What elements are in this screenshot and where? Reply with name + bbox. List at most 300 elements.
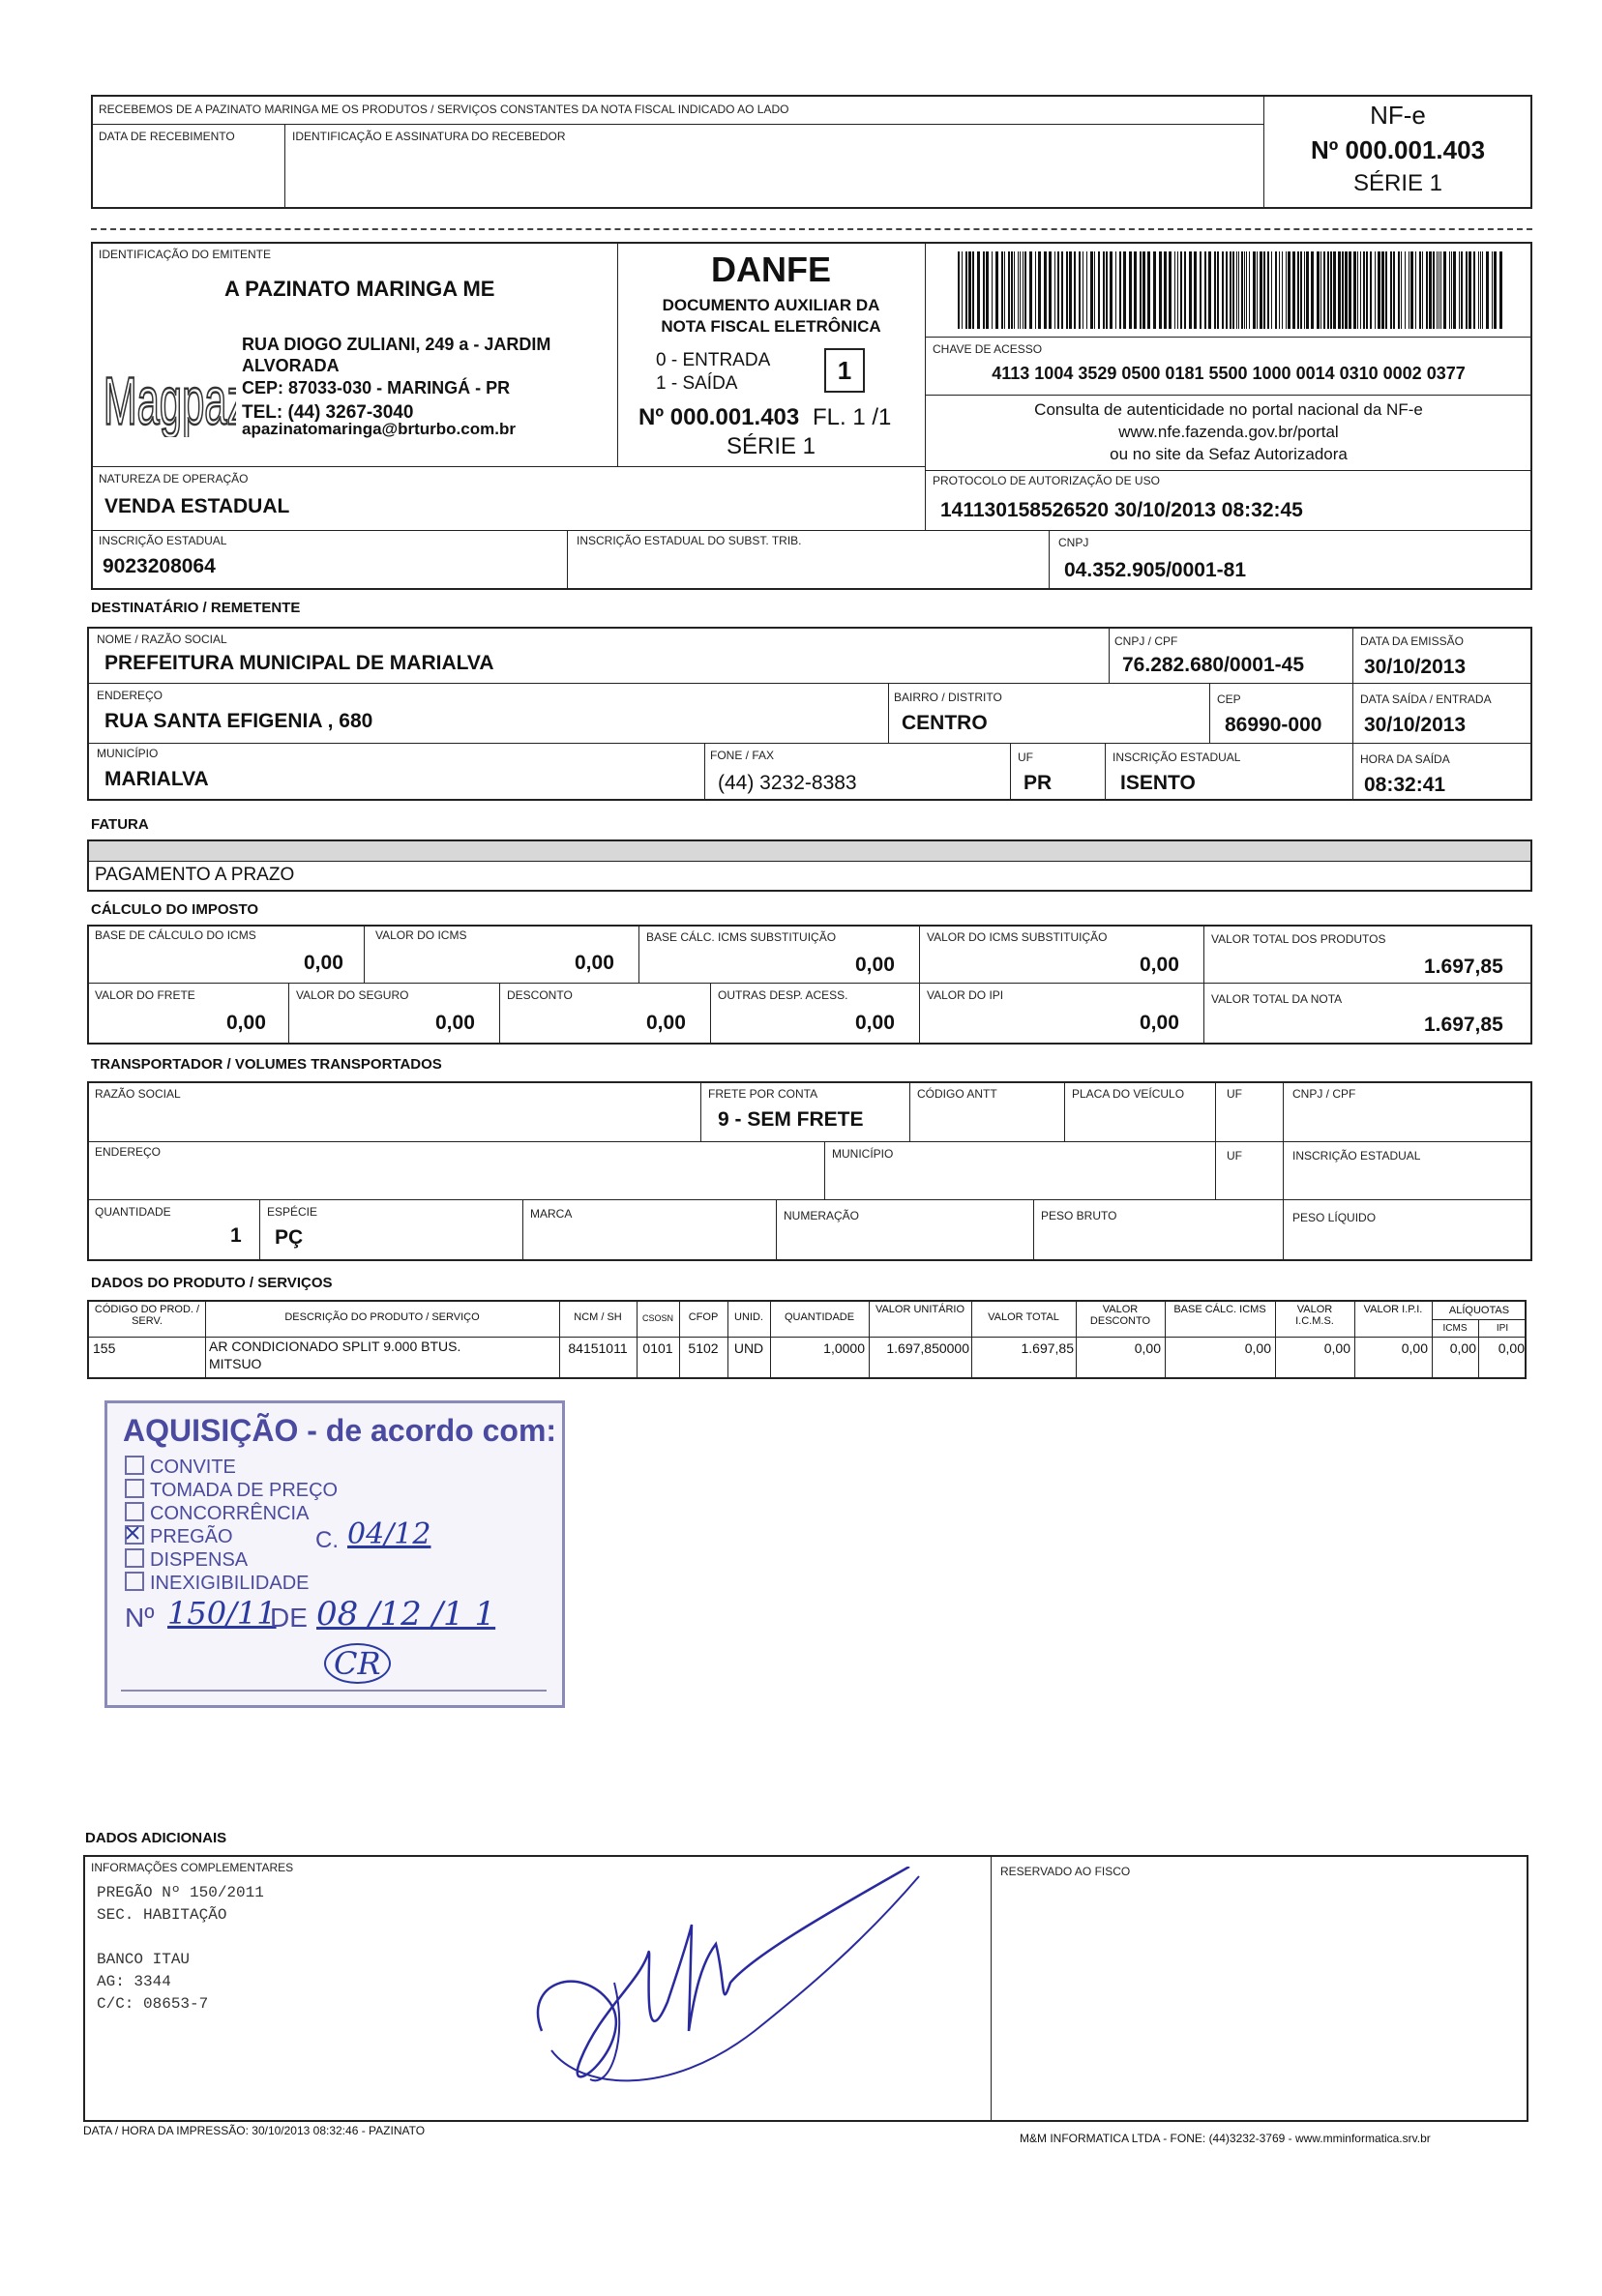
row-codigo: 155 — [93, 1340, 116, 1356]
dest-municipio: MARIALVA — [104, 768, 209, 790]
barcode-bar — [1208, 251, 1211, 329]
barcode-bar — [1486, 251, 1489, 329]
barcode-bar — [1066, 251, 1068, 329]
dest-ie-label: INSCRIÇÃO ESTADUAL — [1112, 751, 1241, 764]
barcode-bar — [1292, 251, 1295, 329]
canhoto-nfe-number: Nº 000.001.403 — [1310, 135, 1486, 164]
barcode-bar — [1286, 251, 1287, 329]
signature — [522, 1867, 948, 2128]
row-vunit: 1.697,850000 — [886, 1340, 969, 1356]
transp-qtd-label: QUANTIDADE — [95, 1205, 171, 1219]
protocolo-value: 141130158526520 30/10/2013 08:32:45 — [940, 499, 1303, 521]
row-vipi: 0,00 — [1401, 1340, 1428, 1356]
barcode-bar — [1260, 251, 1262, 329]
chave-consulta1: Consulta de autenticidade no portal nacional da NF-e — [1034, 400, 1423, 419]
barcode-bar — [1129, 251, 1132, 329]
seguro: 0,00 — [435, 1012, 475, 1034]
emitente-address2: ALVORADA — [242, 356, 340, 375]
barcode-bar — [1238, 251, 1239, 329]
barcode-bar — [1230, 251, 1231, 329]
barcode-bar — [1153, 251, 1156, 329]
barcode-bar — [1492, 251, 1493, 329]
barcode-bar — [1267, 251, 1269, 329]
barcode-bar — [1074, 251, 1076, 329]
ie-st-label: INSCRIÇÃO ESTADUAL DO SUBST. TRIB. — [577, 534, 802, 547]
base-icms-label: BASE DE CÁLCULO DO ICMS — [95, 928, 256, 942]
outras-label: OUTRAS DESP. ACESS. — [718, 988, 848, 1002]
footer-right: M&M INFORMATICA LTDA - FONE: (44)3232-3769 - www.mminformatica.srv.br — [1020, 2132, 1431, 2145]
natureza-value: VENDA ESTADUAL — [104, 495, 290, 517]
barcode-bar — [1311, 251, 1314, 329]
transp-uf-label: UF — [1227, 1087, 1242, 1101]
dest-bairro-label: BAIRRO / DISTRITO — [894, 691, 1002, 704]
stamp-option — [125, 1502, 338, 1525]
valor-icms-label: VALOR DO ICMS — [375, 928, 467, 942]
barcode-bar — [1119, 251, 1121, 329]
dest-fone: (44) 3232-8383 — [718, 772, 857, 794]
barcode-bar — [1385, 251, 1387, 329]
barcode-bar — [1011, 251, 1013, 329]
stamp-option — [125, 1572, 338, 1595]
transp-municipio-label: MUNICÍPIO — [832, 1147, 894, 1161]
th-descricao: DESCRIÇÃO DO PRODUTO / SERVIÇO — [284, 1311, 480, 1323]
total-prod-label: VALOR TOTAL DOS PRODUTOS — [1211, 932, 1386, 946]
checkbox-icon — [125, 1572, 144, 1591]
transp-frete: 9 - SEM FRETE — [718, 1108, 864, 1131]
stamp-c-label: C. — [315, 1527, 339, 1553]
base-icms: 0,00 — [304, 952, 343, 974]
barcode-bar — [1249, 251, 1250, 329]
barcode-bar — [1106, 251, 1108, 329]
barcode-bar — [1440, 251, 1441, 329]
barcode-bar — [1263, 251, 1265, 329]
row-csosn: 0101 — [642, 1340, 673, 1356]
barcode-bar — [992, 251, 993, 329]
dest-uf-label: UF — [1018, 751, 1033, 764]
natureza-label: NATUREZA DE OPERAÇÃO — [99, 472, 249, 486]
barcode-bar — [1241, 251, 1243, 329]
cnpj-emitente-value: 04.352.905/0001-81 — [1064, 559, 1247, 581]
stamp-no-label: Nº — [125, 1603, 155, 1633]
barcode-bar — [1482, 251, 1483, 329]
imposto-section: CÁLCULO DO IMPOSTO — [91, 901, 259, 918]
fatura-band — [89, 841, 1530, 861]
barcode-bar — [1020, 251, 1021, 329]
base-st: 0,00 — [855, 954, 895, 976]
row-vtotal: 1.697,85 — [1021, 1340, 1074, 1356]
barcode-bar — [1086, 251, 1087, 329]
barcode-bar — [1177, 251, 1178, 329]
ie-value: 9023208064 — [103, 555, 216, 577]
barcode-bar — [1069, 251, 1072, 329]
stamp-option-label: TOMADA DE PREÇO — [150, 1480, 339, 1501]
stamp-option-label: PREGÃO — [150, 1526, 233, 1547]
checkbox-icon — [125, 1502, 144, 1521]
adicionais-section: DADOS ADICIONAIS — [85, 1830, 227, 1846]
barcode-bar — [1297, 251, 1299, 329]
transp-marca-label: MARCA — [530, 1207, 573, 1221]
barcode-bar — [968, 251, 971, 329]
svg-text:Magpaz: Magpaz — [103, 364, 236, 437]
barcode-bar — [1004, 251, 1005, 329]
footer-left: DATA / HORA DA IMPRESSÃO: 30/10/2013 08:32:46 - PAZINATO — [83, 2124, 426, 2137]
barcode-bar — [1008, 251, 1010, 329]
transp-ie-label: INSCRIÇÃO ESTADUAL — [1292, 1149, 1421, 1163]
transp-endereco-label: ENDEREÇO — [95, 1145, 162, 1159]
barcode-bar — [1244, 251, 1245, 329]
checkbox-icon — [125, 1479, 144, 1498]
outras: 0,00 — [855, 1012, 895, 1034]
dest-fone-label: FONE / FAX — [710, 749, 775, 762]
barcode-bar — [1140, 251, 1142, 329]
transp-numeracao-label: NUMERAÇÃO — [784, 1209, 860, 1222]
company-logo — [101, 329, 236, 437]
stamp-c-value: 04/12 — [347, 1517, 431, 1551]
barcode-bar — [1044, 251, 1047, 329]
barcode-bar — [1342, 251, 1344, 329]
barcode-bar — [1338, 251, 1341, 329]
danfe-title: DANFE — [711, 250, 831, 289]
emitente-address1: RUA DIOGO ZULIANI, 249 a - JARDIM — [242, 335, 551, 354]
barcode-bar — [1449, 251, 1450, 329]
stamp-de-value: 08 /12 /1 1 — [316, 1595, 496, 1634]
barcode-bar — [1214, 251, 1216, 329]
barcode-bar — [1317, 251, 1320, 329]
protocolo-label: PROTOCOLO DE AUTORIZAÇÃO DE USO — [933, 474, 1160, 487]
danfe-tipo: 1 — [824, 348, 865, 393]
th-vdesc: VALOR DESCONTO — [1089, 1304, 1151, 1327]
danfe-folha: FL. 1 /1 — [813, 404, 892, 430]
barcode-bar — [1279, 251, 1280, 329]
th-base: BASE CÁLC. ICMS — [1173, 1304, 1266, 1315]
barcode-bar — [1232, 251, 1234, 329]
stamp-initials: CR — [324, 1643, 391, 1684]
stamp-options — [125, 1456, 338, 1595]
barcode-bar — [1282, 251, 1283, 329]
barcode-bar — [1349, 251, 1351, 329]
canhoto-receipt-text: RECEBEMOS DE A PAZINATO MARINGA ME OS PRODUTOS / SERVIÇOS CONSTANTES DA NOTA FISCAL INDICADO AO LADO — [99, 103, 789, 116]
transp-peso-bruto-label: PESO BRUTO — [1041, 1209, 1117, 1222]
dest-emissao: 30/10/2013 — [1364, 656, 1467, 678]
barcode-bar — [1378, 251, 1380, 329]
barcode-bar — [1174, 251, 1175, 329]
acquisition-stamp — [104, 1400, 565, 1708]
barcode-bar — [1110, 251, 1112, 329]
cut-line — [91, 228, 1532, 230]
barcode-bar — [1236, 251, 1237, 329]
barcode-bar — [1018, 251, 1019, 329]
barcode-bar — [1363, 251, 1365, 329]
row-vdesc: 0,00 — [1134, 1340, 1161, 1356]
canhoto-nfe-label: NF-e — [1370, 101, 1426, 130]
dest-endereco: RUA SANTA EFIGENIA , 680 — [104, 710, 373, 732]
transporte-section: TRANSPORTADOR / VOLUMES TRANSPORTADOS — [91, 1056, 442, 1073]
stamp-option-label: CONCORRÊNCIA — [150, 1503, 310, 1524]
info-line: AG: 3344 — [97, 1973, 171, 1990]
checkbox-icon — [125, 1456, 144, 1475]
barcode-bar — [1001, 251, 1003, 329]
dest-uf: PR — [1024, 772, 1053, 794]
th-vunit: VALOR UNITÁRIO — [875, 1304, 965, 1315]
danfe-number: Nº 000.001.403 — [638, 404, 800, 430]
barcode-bar — [1398, 251, 1400, 329]
fisco-label: RESERVADO AO FISCO — [1000, 1865, 1131, 1878]
th-ncm: NCM / SH — [574, 1311, 622, 1323]
barcode-bar — [1459, 251, 1460, 329]
barcode-bar — [1159, 251, 1162, 329]
barcode-bar — [1115, 251, 1116, 329]
row-descricao1: AR CONDICIONADO SPLIT 9.000 BTUS. — [209, 1339, 461, 1354]
barcode-bar — [995, 251, 998, 329]
th-aliq: ALÍQUOTAS — [1448, 1305, 1510, 1316]
danfe-subtitle2: NOTA FISCAL ELETRÔNICA — [661, 317, 881, 336]
dest-cnpj: 76.282.680/0001-45 — [1122, 654, 1305, 676]
dest-hora: 08:32:41 — [1364, 774, 1446, 796]
row-base: 0,00 — [1244, 1340, 1271, 1356]
dest-bairro: CENTRO — [902, 712, 988, 734]
checkbox-icon — [125, 1548, 144, 1568]
fatura-section: FATURA — [91, 816, 149, 833]
barcode-bar — [1024, 251, 1026, 329]
emitente-phone: TEL: (44) 3267-3040 — [242, 402, 414, 423]
dest-ie: ISENTO — [1120, 772, 1196, 794]
frete: 0,00 — [226, 1012, 266, 1034]
barcode-bar — [1023, 251, 1024, 329]
stamp-option-label: CONVITE — [150, 1457, 236, 1478]
barcode-bar — [1494, 251, 1497, 329]
barcode-bar — [1466, 251, 1468, 329]
barcode-bar — [1353, 251, 1356, 329]
barcode-bar — [1103, 251, 1105, 329]
barcode-bar — [1453, 251, 1456, 329]
seguro-label: VALOR DO SEGURO — [296, 988, 409, 1002]
emitente-cep: CEP: 87033-030 - MARINGÁ - PR — [242, 378, 511, 397]
th-vipi: VALOR I.P.I. — [1363, 1304, 1423, 1315]
emitente-label: IDENTIFICAÇÃO DO EMITENTE — [99, 248, 272, 261]
barcode-bar — [1370, 251, 1372, 329]
stamp-option — [125, 1525, 338, 1548]
barcode-bar — [1090, 251, 1093, 329]
dest-saida-label: DATA SAÍDA / ENTRADA — [1360, 692, 1492, 706]
danfe-saida: 1 - SAÍDA — [656, 373, 738, 394]
dest-municipio-label: MUNICÍPIO — [97, 747, 159, 760]
barcode-bar — [1306, 251, 1309, 329]
desconto: 0,00 — [646, 1012, 686, 1034]
barcode-bar — [965, 251, 967, 329]
barcode-bar — [1134, 251, 1137, 329]
info-lines — [97, 1882, 264, 2016]
dest-nome: PREFEITURA MUNICIPAL DE MARIALVA — [104, 652, 494, 674]
stamp-option-label: DISPENSA — [150, 1549, 249, 1571]
emitente-email: apazinatomaringa@brturbo.com.br — [242, 420, 516, 438]
dest-saida: 30/10/2013 — [1364, 714, 1467, 736]
barcode-bar — [1200, 251, 1202, 329]
dest-cep-label: CEP — [1217, 692, 1241, 706]
stamp-option — [125, 1456, 338, 1479]
barcode-bar — [1415, 251, 1416, 329]
cnpj-emitente-label: CNPJ — [1058, 536, 1089, 549]
barcode-bar — [1035, 251, 1036, 329]
th-codigo: CÓDIGO DO PROD. / SERV. — [94, 1304, 200, 1327]
barcode-bar — [958, 251, 960, 329]
total-prod: 1.697,85 — [1424, 956, 1503, 978]
barcode-bar — [1257, 251, 1258, 329]
th-unid: UNID. — [734, 1311, 763, 1323]
stamp-option-label: INEXIGIBILIDADE — [150, 1573, 310, 1594]
transp-uf2-label: UF — [1227, 1149, 1242, 1163]
barcode-bar — [1437, 251, 1438, 329]
barcode-bar — [1123, 251, 1126, 329]
stamp-title: AQUISIÇÃO - de acordo com: — [123, 1413, 557, 1448]
danfe-entrada: 0 - ENTRADA — [656, 350, 771, 370]
canhoto-serie: SÉRIE 1 — [1352, 170, 1443, 196]
barcode-bar — [1401, 251, 1402, 329]
barcode-bar — [1419, 251, 1421, 329]
danfe-serie: SÉRIE 1 — [726, 433, 816, 459]
info-line — [97, 1927, 264, 1949]
barcode-bar — [1288, 251, 1290, 329]
ie-label: INSCRIÇÃO ESTADUAL — [99, 534, 227, 547]
barcode-bar — [1222, 251, 1224, 329]
total-nota-label: VALOR TOTAL DA NOTA — [1211, 992, 1343, 1006]
barcode-bar — [1275, 251, 1277, 329]
frete-label: VALOR DO FRETE — [95, 988, 195, 1002]
barcode-bar — [1142, 251, 1145, 329]
barcode-bar — [1480, 251, 1481, 329]
barcode-bar — [1094, 251, 1095, 329]
dest-cnpj-label: CNPJ / CPF — [1114, 634, 1178, 648]
ipi: 0,00 — [1140, 1012, 1179, 1034]
stamp-option — [125, 1548, 338, 1572]
dest-emissao-label: DATA DA EMISSÃO — [1360, 634, 1464, 648]
canhoto-signature-label: IDENTIFICAÇÃO E ASSINATURA DO RECEBEDOR — [292, 130, 566, 143]
barcode-bar — [1029, 251, 1032, 329]
barcode-bar — [1366, 251, 1368, 329]
produtos-section: DADOS DO PRODUTO / SERVIÇOS — [91, 1275, 333, 1291]
barcode-bar — [1054, 251, 1055, 329]
barcode-bar — [1405, 251, 1406, 329]
barcode-bar — [1429, 251, 1432, 329]
barcode-bar — [1426, 251, 1428, 329]
row-aipi: 0,00 — [1498, 1340, 1525, 1356]
barcode-bar — [1217, 251, 1219, 329]
barcode-bar — [1468, 251, 1471, 329]
dest-cep: 86990-000 — [1225, 714, 1322, 736]
barcode-bar — [1375, 251, 1376, 329]
barcode-bar — [1253, 251, 1256, 329]
barcode-bar — [1473, 251, 1475, 329]
barcode-bar — [1499, 251, 1502, 329]
th-csosn: CSOSN — [641, 1313, 673, 1323]
barcode-bar — [1169, 251, 1172, 329]
barcode-bar — [972, 251, 974, 329]
row-aicms: 0,00 — [1449, 1340, 1476, 1356]
stamp-option — [125, 1479, 338, 1502]
barcode-bar — [1061, 251, 1063, 329]
canhoto-date-label: DATA DE RECEBIMENTO — [99, 130, 235, 143]
barcode-bar — [1271, 251, 1272, 329]
emitente-name: A PAZINATO MARINGA ME — [224, 277, 495, 301]
fatura-text: PAGAMENTO A PRAZO — [95, 865, 295, 885]
th-aicms: ICMS — [1442, 1323, 1468, 1334]
barcode-bar — [1204, 251, 1206, 329]
barcode-bar — [1333, 251, 1336, 329]
barcode-bar — [1246, 251, 1247, 329]
desconto-label: DESCONTO — [507, 988, 573, 1002]
barcode-bar — [1478, 251, 1479, 329]
dest-hora-label: HORA DA SAÍDA — [1360, 752, 1450, 766]
barcode-bar — [1184, 251, 1186, 329]
barcode-bar — [1300, 251, 1302, 329]
barcode-bar — [1180, 251, 1182, 329]
chave-consulta3: ou no site da Sefaz Autorizadora — [1110, 445, 1348, 463]
info-line: PREGÃO Nº 150/2011 — [97, 1884, 264, 1901]
transp-frete-label: FRETE POR CONTA — [708, 1087, 818, 1101]
row-vicms: 0,00 — [1323, 1340, 1350, 1356]
dest-nome-label: NOME / RAZÃO SOCIAL — [97, 633, 227, 646]
transp-razao-label: RAZÃO SOCIAL — [95, 1087, 181, 1101]
total-nota: 1.697,85 — [1424, 1014, 1503, 1036]
transp-qtd: 1 — [230, 1224, 242, 1247]
barcode-bar — [1357, 251, 1358, 329]
th-qtd: QUANTIDADE — [784, 1311, 855, 1323]
barcode-bar — [1381, 251, 1384, 329]
barcode-bar — [1327, 251, 1329, 329]
valor-st: 0,00 — [1140, 954, 1179, 976]
transp-cnpj-label: CNPJ / CPF — [1292, 1087, 1356, 1101]
barcode-bar — [1014, 251, 1015, 329]
danfe-subtitle1: DOCUMENTO AUXILIAR DA — [662, 296, 880, 314]
info-line: C/C: 08653-7 — [97, 1995, 209, 2013]
barcode-bar — [1323, 251, 1325, 329]
transp-especie-label: ESPÉCIE — [267, 1205, 318, 1219]
barcode-bar — [1147, 251, 1150, 329]
barcode-bar — [1049, 251, 1052, 329]
barcode-bar — [1433, 251, 1435, 329]
th-vtotal: VALOR TOTAL — [988, 1311, 1059, 1323]
barcode-bar — [1226, 251, 1228, 329]
barcode-bar — [1164, 251, 1167, 329]
barcode-bar — [1360, 251, 1361, 329]
barcode-bar — [1194, 251, 1197, 329]
stamp-no-value: 150/11 — [167, 1595, 277, 1632]
barcode-bar — [1410, 251, 1413, 329]
barcode — [958, 251, 1507, 329]
barcode-bar — [1451, 251, 1452, 329]
row-qtd: 1,0000 — [823, 1340, 865, 1356]
barcode-bar — [1057, 251, 1059, 329]
barcode-bar — [1098, 251, 1100, 329]
barcode-bar — [1461, 251, 1463, 329]
barcode-bar — [962, 251, 963, 329]
row-ncm: 84151011 — [568, 1340, 628, 1356]
transp-especie: PÇ — [275, 1226, 304, 1249]
row-cfop: 5102 — [688, 1340, 719, 1356]
dest-endereco-label: ENDEREÇO — [97, 689, 163, 702]
row-unid: UND — [733, 1340, 764, 1356]
valor-st-label: VALOR DO ICMS SUBSTITUIÇÃO — [927, 930, 1108, 944]
row-descricao2: MITSUO — [209, 1356, 262, 1371]
ipi-label: VALOR DO IPI — [927, 988, 1004, 1002]
transp-peso-liquido-label: PESO LÍQUIDO — [1292, 1211, 1377, 1224]
chave-value: 4113 1004 3529 0500 0181 5500 1000 0014 0310 0002 0377 — [992, 364, 1466, 383]
destinatario-section: DESTINATÁRIO / REMETENTE — [91, 600, 301, 616]
transp-antt-label: CÓDIGO ANTT — [917, 1087, 997, 1101]
th-cfop: CFOP — [688, 1311, 719, 1323]
barcode-bar — [1422, 251, 1423, 329]
base-st-label: BASE CÁLC. ICMS SUBSTITUIÇÃO — [646, 930, 837, 944]
barcode-bar — [983, 251, 985, 329]
